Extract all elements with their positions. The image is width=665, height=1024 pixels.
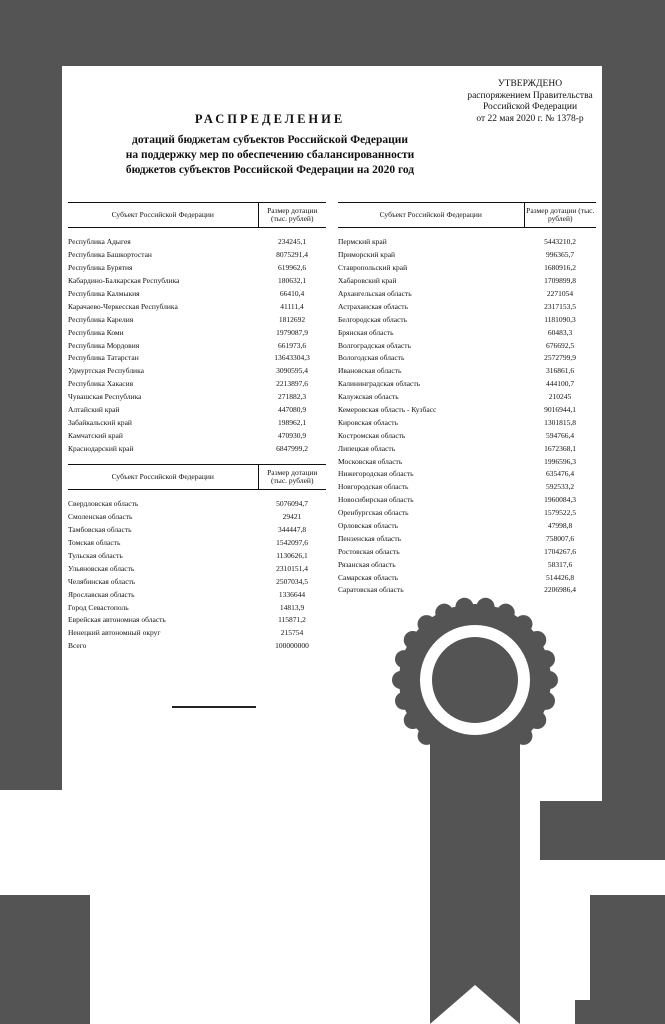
table-row bbox=[338, 378, 596, 391]
table-row bbox=[338, 275, 596, 288]
table-row bbox=[68, 339, 326, 352]
subject-name: Саратовская область bbox=[338, 585, 404, 595]
table-row bbox=[338, 352, 596, 365]
column-header-amount: Размер дотации (тыс. рублей) bbox=[258, 465, 326, 490]
table-row bbox=[68, 365, 326, 378]
subject-name: Карачаево-Черкесская Республика bbox=[68, 301, 178, 311]
subject-name: Республика Башкортостан bbox=[68, 250, 152, 260]
subject-name: Новосибирская область bbox=[338, 495, 414, 505]
subsidy-amount: 2271054 bbox=[546, 289, 574, 298]
subject-name: Ростовская область bbox=[338, 546, 400, 556]
table-row bbox=[338, 468, 596, 481]
table-row bbox=[338, 236, 596, 249]
table-row bbox=[338, 313, 596, 326]
table-row bbox=[68, 627, 326, 640]
subsidy-amount: 1336644 bbox=[278, 589, 306, 599]
table-row bbox=[338, 481, 596, 494]
table-row bbox=[338, 545, 596, 558]
subject-name: Хабаровский край bbox=[338, 276, 397, 286]
subject-name: Еврейская автономная область bbox=[68, 615, 166, 625]
subsidy-amount: 1812692 bbox=[278, 314, 306, 324]
subsidy-amount: 58317,6 bbox=[547, 559, 573, 569]
subsidy-amount: 619962,6 bbox=[277, 263, 307, 273]
subject-name: Чувашская Республика bbox=[68, 392, 142, 402]
subsidy-amount: 60483,3 bbox=[547, 327, 573, 337]
approval-line: распоряжением Правительства bbox=[467, 90, 593, 101]
table-row bbox=[338, 365, 596, 378]
subsidy-amount: 2213897,6 bbox=[276, 379, 308, 389]
subsidy-amount: 1301815,8 bbox=[544, 417, 576, 427]
subsidy-amount: 1996596,3 bbox=[544, 456, 576, 466]
subject-name: Приморский край bbox=[338, 250, 396, 260]
subject-name: Тульская область bbox=[68, 551, 123, 560]
table-row bbox=[68, 313, 326, 326]
table-row bbox=[68, 249, 326, 262]
subject-name: Кемеровская область - Кузбасс bbox=[338, 405, 437, 415]
subsidy-amount: 100000000 bbox=[275, 641, 309, 651]
subject-name: Город Севастополь bbox=[68, 602, 129, 612]
subsidy-amount: 316861,6 bbox=[545, 366, 575, 376]
table-row bbox=[68, 537, 326, 550]
column-header-subject: Субъект Российской Федерации bbox=[338, 203, 524, 228]
table-row bbox=[338, 249, 596, 262]
subsidy-amount: 8075291,4 bbox=[276, 250, 308, 260]
table-row bbox=[338, 391, 596, 404]
table-row bbox=[68, 326, 326, 339]
subject-name: Ульяновская область bbox=[68, 563, 135, 573]
table-row bbox=[338, 339, 596, 352]
subsidy-amount: 996365,7 bbox=[545, 250, 575, 260]
table-row bbox=[68, 575, 326, 588]
subject-name: Ставропольский край bbox=[338, 263, 408, 273]
subsidy-amount: 5443210,2 bbox=[544, 237, 576, 247]
subsidy-amount: 592533,2 bbox=[545, 482, 575, 492]
subsidy-amount: 3090595,4 bbox=[276, 366, 308, 376]
subsidy-amount: 1181090,3 bbox=[544, 314, 576, 324]
column-header-subject: Субъект Российской Федерации bbox=[68, 465, 258, 490]
subject-name: Камчатский край bbox=[68, 430, 123, 440]
subsidy-amount: 1704267,6 bbox=[544, 546, 576, 556]
subsidy-amount: 41111,4 bbox=[280, 301, 304, 311]
signature-line bbox=[172, 706, 256, 708]
subsidy-amount: 6847999,2 bbox=[276, 443, 308, 453]
subject-name: Новгородская область bbox=[338, 482, 409, 492]
subject-name: Республика Бурятия bbox=[68, 263, 133, 273]
table-row bbox=[68, 511, 326, 524]
table-row bbox=[68, 498, 326, 511]
subject-name: Рязанская область bbox=[338, 559, 396, 569]
subject-name: Кабардино-Балкарская Республика bbox=[68, 276, 180, 286]
table-row bbox=[338, 262, 596, 275]
subsidy-amount: 13643304,3 bbox=[274, 353, 310, 363]
table-left-bottom bbox=[68, 464, 326, 653]
subject-name: Челябинская область bbox=[68, 576, 136, 586]
subsidy-amount: 594766,4 bbox=[545, 430, 575, 440]
subsidy-amount: 1680916,2 bbox=[544, 263, 576, 273]
subject-name: Томская область bbox=[68, 538, 121, 548]
subsidy-amount: 635476,4 bbox=[545, 469, 575, 479]
table-row bbox=[68, 300, 326, 313]
subsidy-amount: 210245 bbox=[548, 392, 572, 402]
subsidy-amount: 180632,1 bbox=[277, 276, 307, 286]
subject-name: Республика Татарстан bbox=[68, 353, 139, 363]
subject-name: Тамбовская область bbox=[68, 525, 132, 535]
table-row bbox=[338, 532, 596, 545]
subject-name: Астраханская область bbox=[338, 301, 408, 311]
table-row bbox=[338, 326, 596, 339]
subsidy-amount: 1542097,6 bbox=[276, 538, 308, 548]
subject-name: Краснодарский край bbox=[68, 443, 134, 453]
table-row bbox=[68, 378, 326, 391]
subject-name: Белгородская область bbox=[338, 314, 408, 324]
subsidy-amount: 47998,8 bbox=[547, 521, 573, 531]
subject-name: Оренбургская область bbox=[338, 508, 409, 518]
subsidy-amount: 344447,8 bbox=[277, 525, 307, 535]
table-row bbox=[338, 416, 596, 429]
subject-name: Самарская область bbox=[338, 572, 399, 582]
table-row bbox=[338, 442, 596, 455]
subject-name: Вологодская область bbox=[338, 353, 405, 363]
table-row bbox=[68, 236, 326, 249]
table-row bbox=[68, 640, 326, 653]
subsidy-amount: 676692,5 bbox=[545, 340, 575, 350]
table-row bbox=[68, 550, 326, 563]
subject-name: Алтайский край bbox=[68, 405, 120, 415]
table-row bbox=[68, 429, 326, 442]
document-title: РАСПРЕДЕЛЕНИЕ bbox=[194, 112, 346, 126]
table-row bbox=[68, 442, 326, 455]
table-row bbox=[338, 584, 596, 597]
subsidy-amount: 661973,6 bbox=[277, 340, 307, 350]
table-row bbox=[68, 601, 326, 614]
subject-name: Свердловская область bbox=[68, 499, 139, 509]
table-row bbox=[338, 404, 596, 417]
approval-line: от 22 мая 2020 г. № 1378-р bbox=[476, 113, 584, 124]
subtitle-line: бюджетов субъектов Российской Федерации на 2020 год bbox=[125, 164, 415, 176]
subject-name: Липецкая область bbox=[338, 443, 396, 453]
subject-name: Архангельская область bbox=[338, 289, 412, 298]
subsidy-amount: 14813,9 bbox=[279, 602, 305, 612]
subsidy-amount: 2507034,5 bbox=[276, 576, 308, 586]
subsidy-amount: 470930,9 bbox=[277, 430, 307, 440]
table-row bbox=[338, 507, 596, 520]
table-row bbox=[338, 571, 596, 584]
subsidy-amount: 9016944,1 bbox=[544, 405, 576, 415]
subject-name: Республика Калмыкия bbox=[68, 289, 140, 298]
column-header-amount: Размер дотации (тыс. рублей) bbox=[524, 203, 596, 228]
document-subtitle bbox=[62, 133, 478, 178]
subsidy-amount: 115871,2 bbox=[278, 615, 306, 625]
subject-name: Республика Адыгея bbox=[68, 237, 131, 247]
subtitle-line: дотаций бюджетам субъектов Российской Федерации bbox=[132, 134, 408, 146]
subject-name: Костромская область bbox=[338, 430, 406, 440]
subsidy-amount: 271882,3 bbox=[277, 392, 307, 402]
table-row bbox=[68, 288, 326, 301]
table-row bbox=[68, 562, 326, 575]
subject-name: Брянская область bbox=[338, 327, 394, 337]
table-row bbox=[338, 558, 596, 571]
table-row bbox=[68, 275, 326, 288]
subject-name: Смоленская область bbox=[68, 512, 133, 522]
subsidy-amount: 2310151,4 bbox=[276, 563, 308, 573]
subject-name: Калужская область bbox=[338, 392, 399, 402]
subsidy-amount: 444100,7 bbox=[545, 379, 575, 389]
subject-name: Пермский край bbox=[338, 237, 387, 247]
table-right bbox=[338, 202, 596, 597]
subsidy-amount: 215754 bbox=[280, 628, 304, 638]
subject-name: Республика Хакасия bbox=[68, 379, 134, 389]
subsidy-amount: 2572799,9 bbox=[544, 353, 576, 363]
subject-name: Всего bbox=[68, 641, 87, 651]
subject-name: Удмуртская Республика bbox=[68, 366, 144, 376]
subject-name: Республика Мордовия bbox=[68, 340, 140, 350]
subject-name: Ивановская область bbox=[338, 366, 402, 376]
table-row bbox=[68, 524, 326, 537]
table-row bbox=[338, 520, 596, 533]
subject-name: Республика Карелия bbox=[68, 314, 134, 324]
subsidy-amount: 2206986,4 bbox=[544, 585, 576, 595]
subsidy-amount: 198962,1 bbox=[277, 417, 307, 427]
table-row bbox=[68, 588, 326, 601]
subject-name: Ненецкий автономный округ bbox=[68, 628, 161, 638]
subsidy-amount: 234245,1 bbox=[277, 237, 307, 247]
subsidy-amount: 1979087,9 bbox=[276, 327, 308, 337]
subject-name: Волгоградская область bbox=[338, 340, 411, 350]
table-row bbox=[338, 429, 596, 442]
subsidy-amount: 1960084,3 bbox=[544, 495, 576, 505]
table-row bbox=[68, 352, 326, 365]
subject-name: Республика Коми bbox=[68, 327, 124, 337]
subsidy-amount: 1579522,5 bbox=[544, 508, 576, 518]
subsidy-amount: 758007,6 bbox=[545, 533, 575, 543]
table-row bbox=[338, 288, 596, 301]
subject-name: Московская область bbox=[338, 456, 403, 466]
table-row bbox=[68, 404, 326, 417]
column-header-subject: Субъект Российской Федерации bbox=[68, 203, 258, 228]
table-row bbox=[68, 416, 326, 429]
subsidy-amount: 5076094,7 bbox=[276, 499, 308, 509]
subject-name: Ярославская область bbox=[68, 589, 135, 599]
subsidy-amount: 29421 bbox=[282, 512, 302, 522]
approval-line: УТВЕРЖДЕНО bbox=[497, 79, 563, 89]
table-row bbox=[68, 614, 326, 627]
subject-name: Кировская область bbox=[338, 417, 399, 427]
table-row bbox=[68, 391, 326, 404]
subject-name: Забайкальский край bbox=[68, 417, 132, 427]
table-left-top bbox=[68, 202, 326, 455]
subsidy-amount: 66410,4 bbox=[279, 289, 305, 298]
subsidy-amount: 514426,8 bbox=[545, 572, 575, 582]
table-row bbox=[338, 494, 596, 507]
table-row bbox=[338, 300, 596, 313]
subsidy-amount: 2317153,5 bbox=[544, 301, 576, 311]
subsidy-amount: 1672368,1 bbox=[544, 443, 576, 453]
approval-line: Российской Федерации bbox=[482, 102, 578, 112]
subsidy-amount: 1709899,8 bbox=[544, 276, 576, 286]
subsidy-amount: 447080,9 bbox=[277, 405, 307, 415]
subject-name: Пензенская область bbox=[338, 533, 402, 543]
subject-name: Калининградская область bbox=[338, 379, 421, 389]
table-row bbox=[338, 455, 596, 468]
subject-name: Орловская область bbox=[338, 521, 399, 531]
subsidy-amount: 1130626,1 bbox=[276, 551, 308, 560]
column-header-amount: Размер дотации (тыс. рублей) bbox=[258, 203, 326, 228]
subtitle-line: на поддержку мер по обеспечению сбалансированности bbox=[125, 149, 415, 161]
subject-name: Нижегородская область bbox=[338, 469, 414, 479]
table-row bbox=[68, 262, 326, 275]
